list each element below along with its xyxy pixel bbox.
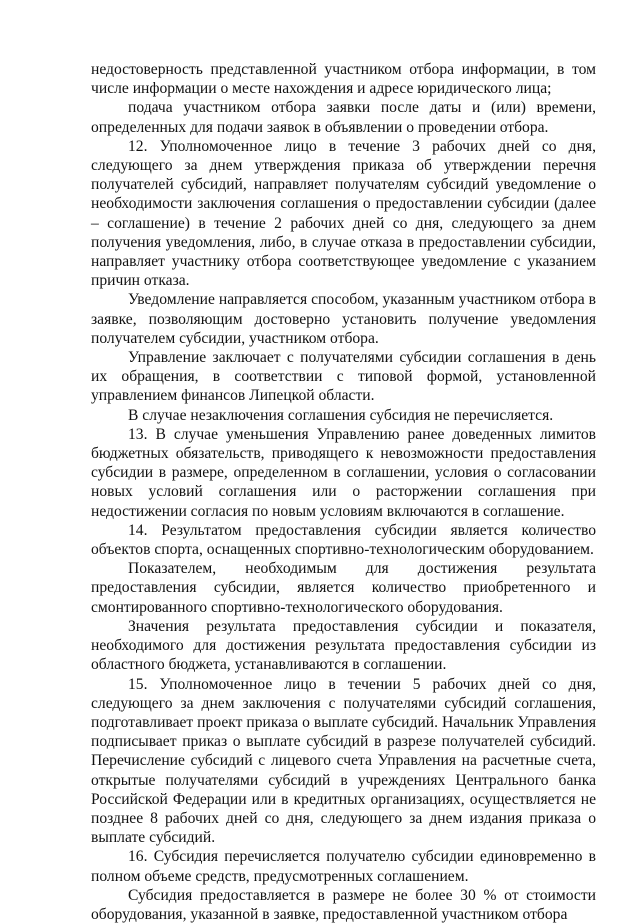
paragraph-item-13: 13. В случае уменьшения Управлению ранее доведенных лимитов бюджетных обязательств, приводящего к невозможности предоставления субсидии в размере, определенном в соглашении, условия о согласовании новых условий соглашения или о расторжении соглашения при недостижении согласия по новым условиям включаются в соглашение. xyxy=(91,425,596,520)
paragraph: подача участником отбора заявки после даты и (или) времени, определенных для подачи заявок в объявлении о проведении отбора. xyxy=(91,99,596,136)
paragraph: недостоверность представленной участником отбора информации, в том числе информации о месте нахождения и адресе юридического лица; xyxy=(91,61,596,98)
paragraph: Управление заключает с получателями субсидии соглашения в день их обращения, в соответствии с типовой формой, установленной управлением финансов Липецкой области. xyxy=(91,349,596,405)
paragraph-item-14: 14. Результатом предоставления субсидии является количество объектов спорта, оснащенных спортивно-технологическим оборудованием. xyxy=(91,521,596,559)
paragraph: В случае незаключения соглашения субсидия не перечисляется. xyxy=(128,406,554,424)
document-body xyxy=(91,60,596,924)
paragraph: Значения результата предоставления субсидии и показателя, необходимого для достижения результата предоставления субсидии из областного бюджета, устанавливаются в соглашении. xyxy=(91,617,596,674)
paragraph-item-16: 16. Субсидия перечисляется получателю субсидии единовременно в полном объеме средств, предусмотренных соглашением. xyxy=(91,848,596,885)
paragraph: Уведомление направляется способом, указанным участником отбора в заявке, позволяющим достоверно установить получение уведомления получателем субсидии, участником отбора. xyxy=(91,291,596,347)
paragraph: Субсидия предоставляется в размере не более 30 % от стоимости оборудования, указанной в заявке, предоставленной участником отбора xyxy=(91,886,596,923)
paragraph-item-12: 12. Уполномоченное лицо в течение 3 рабочих дней со дня, следующего за днем утверждения приказа об утверждении перечня получателей субсидий, направляет получателям субсидий уведомление о необходимости заключения соглашения о предоставлении субсидии (далее – соглашение) в течение 2 рабочих дней со дня, следующего за днем получения уведомления, либо, в случае отказа в предоставлении субсидии, направляет участнику отбора соответствующее уведомление с указанием причин отказа. xyxy=(91,137,596,290)
paragraph-item-15: 15. Уполномоченное лицо в течении 5 рабочих дней со дня, следующего за днем заключения с получателями субсидий соглашения, подготавливает проект приказа о выплате субсидий. Начальник Управления подписывает приказ о выплате субсидий в разрезе получателей субсидий. Перечисление субсидий с лицевого счета Управления на расчетные счета, открытые получателями субсидий в учреждениях Центрального банка Российской Федерации или в кредитных организациях, осуществляется не позднее 8 рабочих дней со дня, следующего за днем издания приказа о выплате субсидий. xyxy=(91,675,596,847)
paragraph: Показателем, необходимым для достижения результата предоставления субсидии, является количество приобретенного и смонтированного спортивно-технологического оборудования. xyxy=(91,560,596,616)
